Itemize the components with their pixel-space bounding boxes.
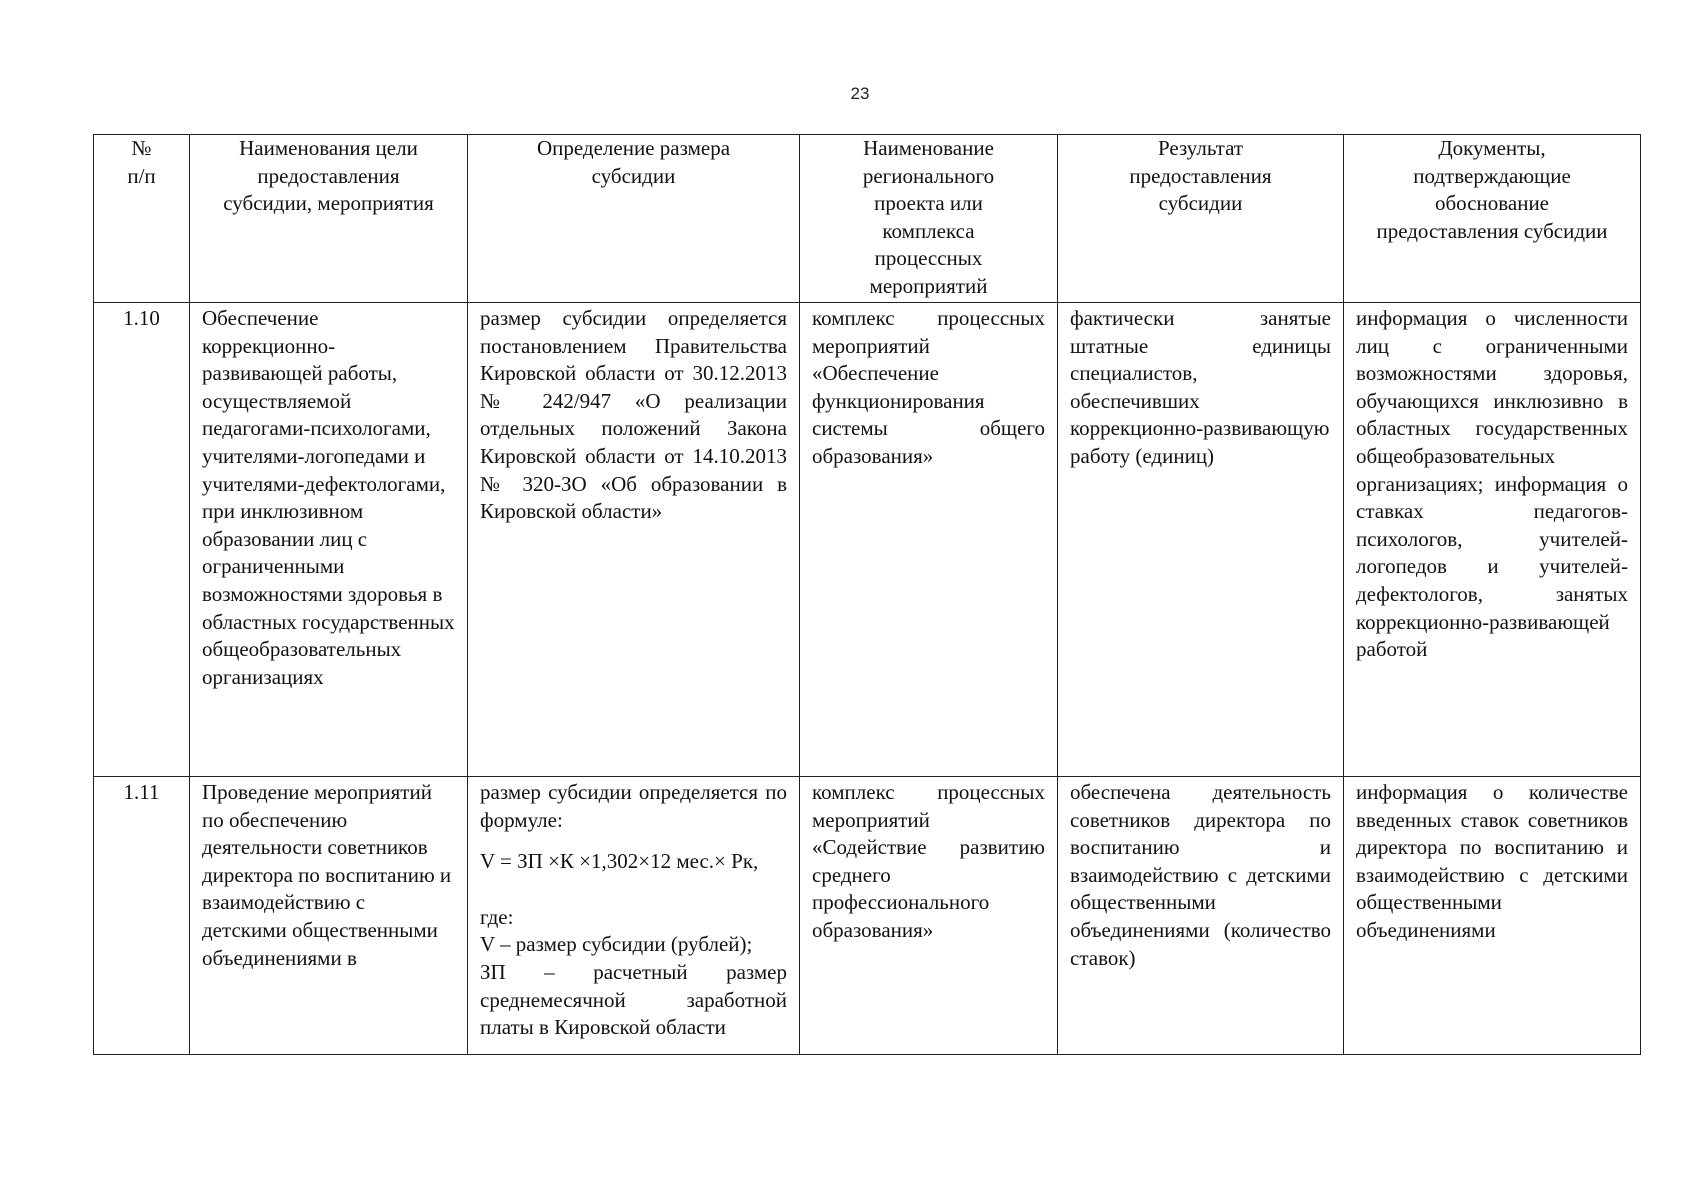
row-number: 1.10 bbox=[94, 303, 190, 777]
header-number: № п/п bbox=[94, 135, 190, 303]
documents-cell: информация о количестве введенных ставок советников директора по воспитанию и взаимодействию с детскими общественными объединениями bbox=[1344, 777, 1641, 1055]
formula-where: где: bbox=[480, 904, 514, 929]
table-row bbox=[94, 303, 1641, 777]
header-subsidy-size: Определение размера субсидии bbox=[468, 135, 800, 303]
table-row bbox=[94, 777, 1641, 1055]
row-number: 1.11 bbox=[94, 777, 190, 1055]
table-header-row bbox=[94, 135, 1641, 303]
header-goal: Наименования цели предоставления субсидии, мероприятия bbox=[190, 135, 468, 303]
subsidy-size-cell: размер субсидии определяется постановлением Правительства Кировской области от 30.12.2013 № 242/947 «О реализации отдельных положений Закона Кировской области от 14.10.2013 № 320-ЗО «Об образовании в Кировской области» bbox=[468, 303, 800, 777]
subsidy-table bbox=[93, 134, 1641, 1055]
header-project: Наименование регионального проекта или комплекса процессных мероприятий bbox=[800, 135, 1058, 303]
header-documents: Документы, подтверждающие обоснование предоставления субсидии bbox=[1344, 135, 1641, 303]
documents-cell: информация о численности лиц с ограниченными возможностями здоровья, обучающихся инклюзивно в областных государственных общеобразовательных организациях; информация о ставках педагогов-психологов, учителей-логопедов и учителей-дефектологов, занятых коррекционно-развивающей работой bbox=[1344, 303, 1641, 777]
page-number: 23 bbox=[850, 84, 870, 103]
goal-cell: Проведение мероприятий по обеспечению деятельности советников директора по воспитанию и взаимодействию с детскими общественными объединениями в bbox=[190, 777, 468, 1055]
subsidy-formula: V = ЗП ×К ×1,302×12 мес.× Рк, bbox=[480, 849, 759, 874]
result-cell: обеспечена деятельность советников директора по воспитанию и взаимодействию с детскими общественными объединениями (количество ставок) bbox=[1058, 777, 1344, 1055]
goal-cell: Обеспечение коррекционно-развивающей работы, осуществляемой педагогами-психологами, учителями-логопедами и учителями-дефектологами, при инклюзивном образовании лиц с ограниченными возможностями здоровья в областных государственных общеобразовательных организациях bbox=[190, 303, 468, 777]
subsidy-size-intro: размер субсидии определяется по формуле: bbox=[480, 780, 787, 832]
formula-v-definition: V – размер субсидии (рублей); bbox=[480, 932, 753, 957]
formula-zp-definition: ЗП – расчетный размер среднемесячной заработной платы в Кировской области bbox=[480, 959, 787, 1040]
result-cell: фактически занятые штатные единицы специалистов, обеспечивших коррекционно-развивающую работу (единиц) bbox=[1058, 303, 1344, 777]
subsidy-size-cell bbox=[468, 777, 800, 1055]
project-cell: комплекс процессных мероприятий «Обеспечение функционирования системы общего образования» bbox=[800, 303, 1058, 777]
project-cell: комплекс процессных мероприятий «Содействие развитию среднего профессионального образования» bbox=[800, 777, 1058, 1055]
header-result: Результат предоставления субсидии bbox=[1058, 135, 1344, 303]
